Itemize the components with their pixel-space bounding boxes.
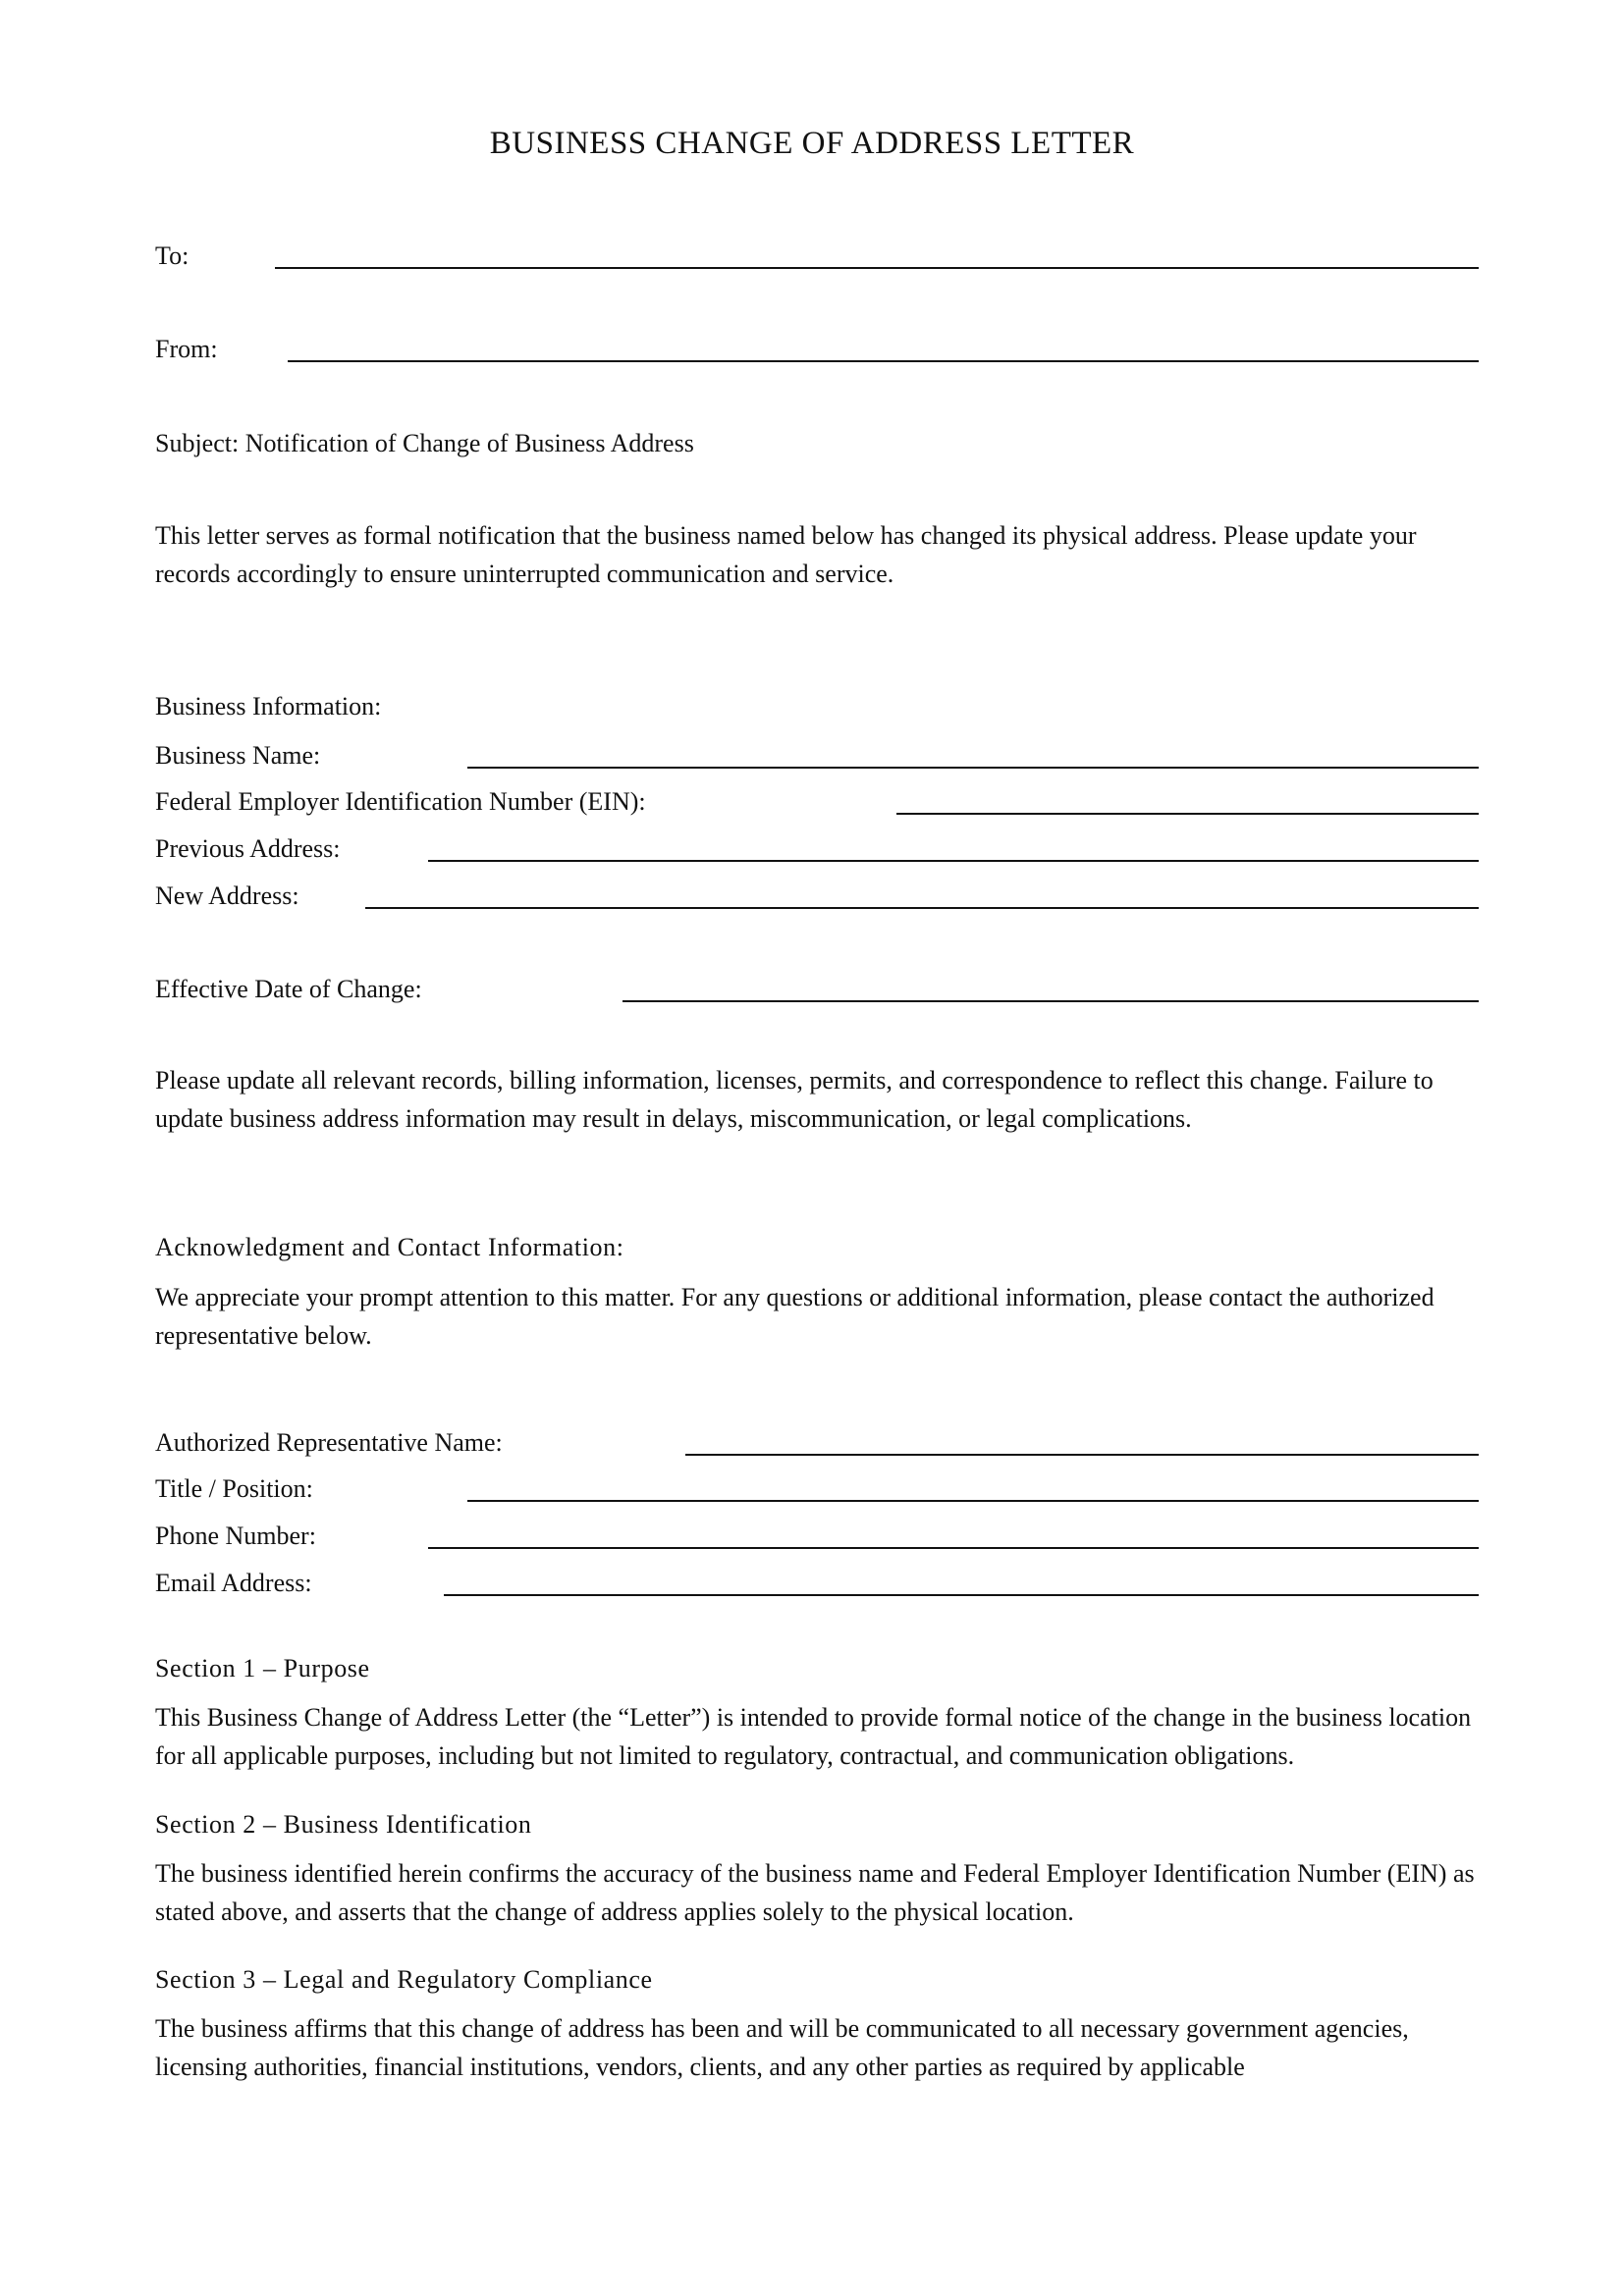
previous-address-field — [155, 827, 1479, 866]
section-1-heading: Section 1 – Purpose — [155, 1654, 370, 1682]
email-address-blank-line[interactable] — [444, 1594, 1479, 1596]
document-title: BUSINESS CHANGE OF ADDRESS LETTER — [489, 126, 1135, 161]
email-address-label: Email Address: — [155, 1569, 312, 1597]
phone-number-label: Phone Number: — [155, 1522, 316, 1550]
to-blank-line[interactable] — [275, 267, 1479, 269]
phone-number-blank-line[interactable] — [428, 1547, 1479, 1549]
new-address-field — [155, 874, 1479, 913]
business-name-blank-line[interactable] — [467, 767, 1479, 769]
business-info-heading: Business Information: — [155, 692, 382, 721]
from-label: From: — [155, 335, 218, 363]
title-position-blank-line[interactable] — [467, 1500, 1479, 1502]
email-address-field — [155, 1561, 1479, 1600]
representative-name-label: Authorized Representative Name: — [155, 1428, 503, 1457]
subject-line: Subject: Notification of Change of Business Address — [155, 429, 694, 457]
ein-field — [155, 779, 1479, 819]
update-paragraph: Please update all relevant records, billing information, licenses, permits, and correspondence to reflect this change. Failure to update business address information may result in delays, miscommunication, or legal complications. — [155, 1066, 1434, 1133]
from-field — [155, 327, 1479, 366]
from-blank-line[interactable] — [288, 360, 1479, 362]
to-field — [155, 234, 1479, 273]
representative-name-blank-line[interactable] — [685, 1454, 1479, 1456]
effective-date-field — [155, 967, 1479, 1006]
acknowledgment-paragraph: We appreciate your prompt attention to this matter. For any questions or additional information, please contact the authorized representative below. — [155, 1283, 1435, 1350]
acknowledgment-heading: Acknowledgment and Contact Information: — [155, 1233, 624, 1261]
title-position-label: Title / Position: — [155, 1474, 313, 1503]
section-3-text: The business affirms that this change of address has been and will be communicated to all necessary government agencies, licensing authorities, financial institutions, vendors, clients, and any other parties as required by applicable — [155, 2014, 1409, 2081]
new-address-blank-line[interactable] — [365, 907, 1479, 909]
ein-label: Federal Employer Identification Number (EIN): — [155, 787, 646, 816]
section-2-heading: Section 2 – Business Identification — [155, 1810, 532, 1839]
new-address-label: New Address: — [155, 881, 299, 910]
business-name-label: Business Name: — [155, 741, 321, 770]
business-name-field — [155, 733, 1479, 773]
section-3-heading: Section 3 – Legal and Regulatory Compliance — [155, 1965, 653, 1994]
title-position-field — [155, 1467, 1479, 1506]
effective-date-blank-line[interactable] — [623, 1000, 1479, 1002]
section-1-text: This Business Change of Address Letter (the “Letter”) is intended to provide formal notice of the change in the business location for all applicable purposes, including but not limited to regulatory, contractual, and communication obligations. — [155, 1703, 1472, 1770]
effective-date-label: Effective Date of Change: — [155, 975, 422, 1003]
previous-address-blank-line[interactable] — [428, 860, 1479, 862]
intro-paragraph: This letter serves as formal notification that the business named below has changed its physical address. Please update your records accordingly to ensure uninterrupted communication and service. — [155, 521, 1417, 588]
phone-number-field — [155, 1514, 1479, 1553]
section-2-text: The business identified herein confirms the accuracy of the business name and Federal Employer Identification Number (EIN) as stated above, and asserts that the change of address applies solely to the physical location. — [155, 1859, 1475, 1926]
ein-blank-line[interactable] — [896, 813, 1479, 815]
to-label: To: — [155, 241, 189, 270]
previous-address-label: Previous Address: — [155, 834, 341, 863]
representative-name-field — [155, 1420, 1479, 1460]
